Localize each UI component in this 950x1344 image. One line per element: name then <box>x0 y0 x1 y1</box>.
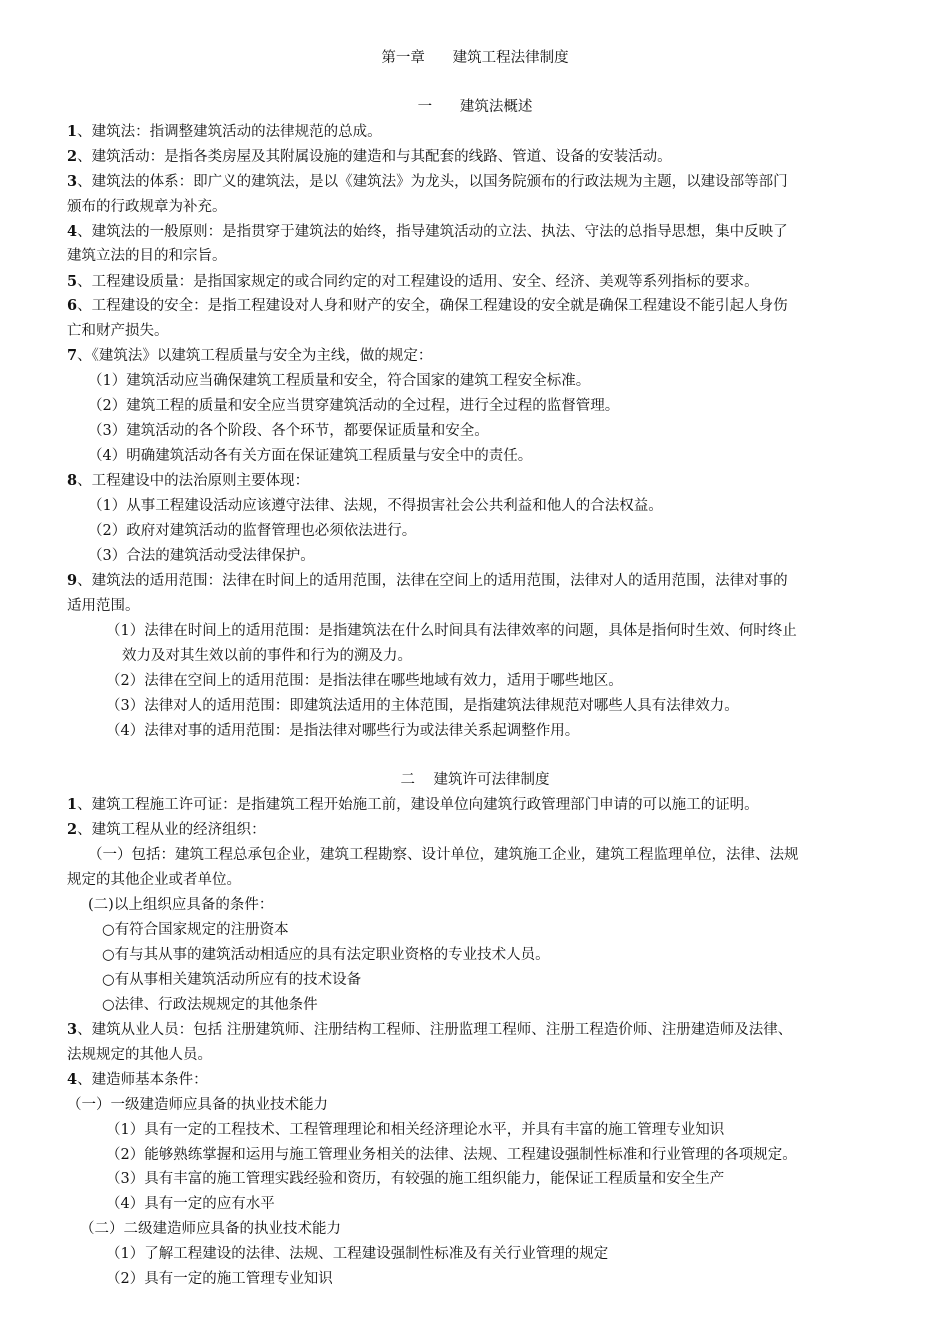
sub-item: （1）建筑活动应当确保建筑工程质量和安全，符合国家的建筑工程安全标准。 <box>88 373 591 389</box>
list-item-continuation: 适用范围。 <box>67 598 140 614</box>
sub-item: （1）法律在时间上的适用范围：是指建筑法在什么时间具有法律效率的问题，具体是指何时生效、何时终止 <box>106 623 797 639</box>
list-item-continuation: 建筑立法的目的和宗旨。 <box>67 248 227 264</box>
list-item: 9、建筑法的适用范围：法律在时间上的适用范围，法律在空间上的适用范围，法律对人的适用范围，法律对事的 <box>67 572 788 589</box>
sub-item: （3）具有丰富的施工管理实践经验和资历，有较强的施工组织能力，能保证工程质量和安全生产 <box>106 1171 725 1187</box>
bullet-item: ○有从事相关建筑活动所应有的技术设备 <box>102 972 362 988</box>
bullet-item: ○有符合国家规定的注册资本 <box>102 922 289 938</box>
list-item: 4、建筑法的一般原则：是指贯穿于建筑法的始终，指导建筑活动的立法、执法、守法的总指导思想，集中反映了 <box>67 223 788 240</box>
bullet-icon: ○ <box>102 947 115 963</box>
sub-item: （1）了解工程建设的法律、法规、工程建设强制性标准及有关行业管理的规定 <box>106 1246 609 1262</box>
list-item: 5、工程建设质量：是指国家规定的或合同约定的对工程建设的适用、安全、经济、美观等系列指标的要求。 <box>67 273 759 290</box>
sub-item: （1）具有一定的工程技术、工程管理理论和相关经济理论水平，并具有丰富的施工管理专业知识 <box>106 1122 725 1138</box>
sub-item: （2）政府对建筑活动的监督管理也必须依法进行。 <box>88 523 417 539</box>
sub-item: （2）建筑工程的质量和安全应当贯穿建筑活动的全过程，进行全过程的监督管理。 <box>88 398 620 414</box>
chapter-title: 第一章 建筑工程法律制度 <box>381 50 569 66</box>
sub-item: （一）包括：建筑工程总承包企业，建筑工程勘察、设计单位，建筑施工企业，建筑工程监理单位，法律、法规 <box>88 847 799 863</box>
bullet-item: ○法律、行政法规规定的其他条件 <box>102 997 318 1013</box>
bullet-icon: ○ <box>102 922 115 938</box>
list-item: 2、建筑活动：是指各类房屋及其附属设施的建造和与其配套的线路、管道、设备的安装活动。 <box>67 148 672 165</box>
list-item: 8、工程建设中的法治原则主要体现： <box>67 472 310 489</box>
sub-item: （1）从事工程建设活动应该遵守法律、法规，不得损害社会公共利益和他人的合法权益。 <box>88 498 663 514</box>
list-item-continuation: 颁布的行政规章为补充。 <box>67 199 227 215</box>
list-item: 4、建造师基本条件： <box>67 1071 208 1088</box>
sub-item: （2）法律在空间上的适用范围：是指法律在哪些地域有效力，适用于哪些地区。 <box>106 673 623 689</box>
sub-item: （4）法律对事的适用范围：是指法律对哪些行为或法律关系起调整作用。 <box>106 723 580 739</box>
sub-item: （2）能够熟练掌握和运用与施工管理业务相关的法律、法规、工程建设强制性标准和行业管理的各项规定。 <box>106 1147 797 1163</box>
list-item: 1、建筑工程施工许可证：是指建筑工程开始施工前，建设单位向建筑行政管理部门申请的可以施工的证明。 <box>67 796 759 813</box>
bullet-icon: ○ <box>102 972 115 988</box>
sub-heading: （二）二级建造师应具备的执业技术能力 <box>80 1221 341 1237</box>
list-item: 3、建筑法的体系：即广义的建筑法，是以《建筑法》为龙头，以国务院颁布的行政法规为主题，以建设部等部门 <box>67 173 788 190</box>
sub-item: （4）具有一定的应有水平 <box>106 1196 275 1212</box>
list-item: 6、工程建设的安全：是指工程建设对人身和财产的安全，确保工程建设的安全就是确保工程建设不能引起人身伤 <box>67 297 788 314</box>
list-item: 7、《建筑法》以建筑工程质量与安全为主线，做的规定： <box>67 347 433 364</box>
list-item-continuation: 亡和财产损失。 <box>67 323 169 339</box>
bullet-item: ○有与其从事的建筑活动相适应的具有法定职业资格的专业技术人员。 <box>102 947 550 963</box>
sub-item: （3）法律对人的适用范围：即建筑法适用的主体范围，是指建筑法律规范对哪些人具有法律效力。 <box>106 698 739 714</box>
sub-item-continuation: 效力及对其生效以前的事件和行为的溯及力。 <box>122 648 412 664</box>
sub-item: (二)以上组织应具备的条件： <box>88 897 274 913</box>
section-heading-1: 一 建筑法概述 <box>417 99 533 115</box>
bullet-icon: ○ <box>102 997 115 1013</box>
section-heading-2: 二 建筑许可法律制度 <box>400 772 550 788</box>
list-item-continuation: 法规规定的其他人员。 <box>67 1047 212 1063</box>
list-item: 3、建筑从业人员：包括 注册建筑师、注册结构工程师、注册监理工程师、注册工程造价师、注册建造师及法律、 <box>67 1021 793 1038</box>
sub-item: （2）具有一定的施工管理专业知识 <box>106 1271 333 1287</box>
sub-item: （3）合法的建筑活动受法律保护。 <box>88 548 315 564</box>
sub-heading: （一）一级建造师应具备的执业技术能力 <box>67 1097 328 1113</box>
sub-item-continuation: 规定的其他企业或者单位。 <box>67 872 241 888</box>
list-item: 1、建筑法：指调整建筑活动的法律规范的总成。 <box>67 123 382 140</box>
sub-item: （4）明确建筑活动各有关方面在保证建筑工程质量与安全中的责任。 <box>88 448 533 464</box>
list-item: 2、建筑工程从业的经济组织： <box>67 821 266 838</box>
sub-item: （3）建筑活动的各个阶段、各个环节，都要保证质量和安全。 <box>88 423 489 439</box>
